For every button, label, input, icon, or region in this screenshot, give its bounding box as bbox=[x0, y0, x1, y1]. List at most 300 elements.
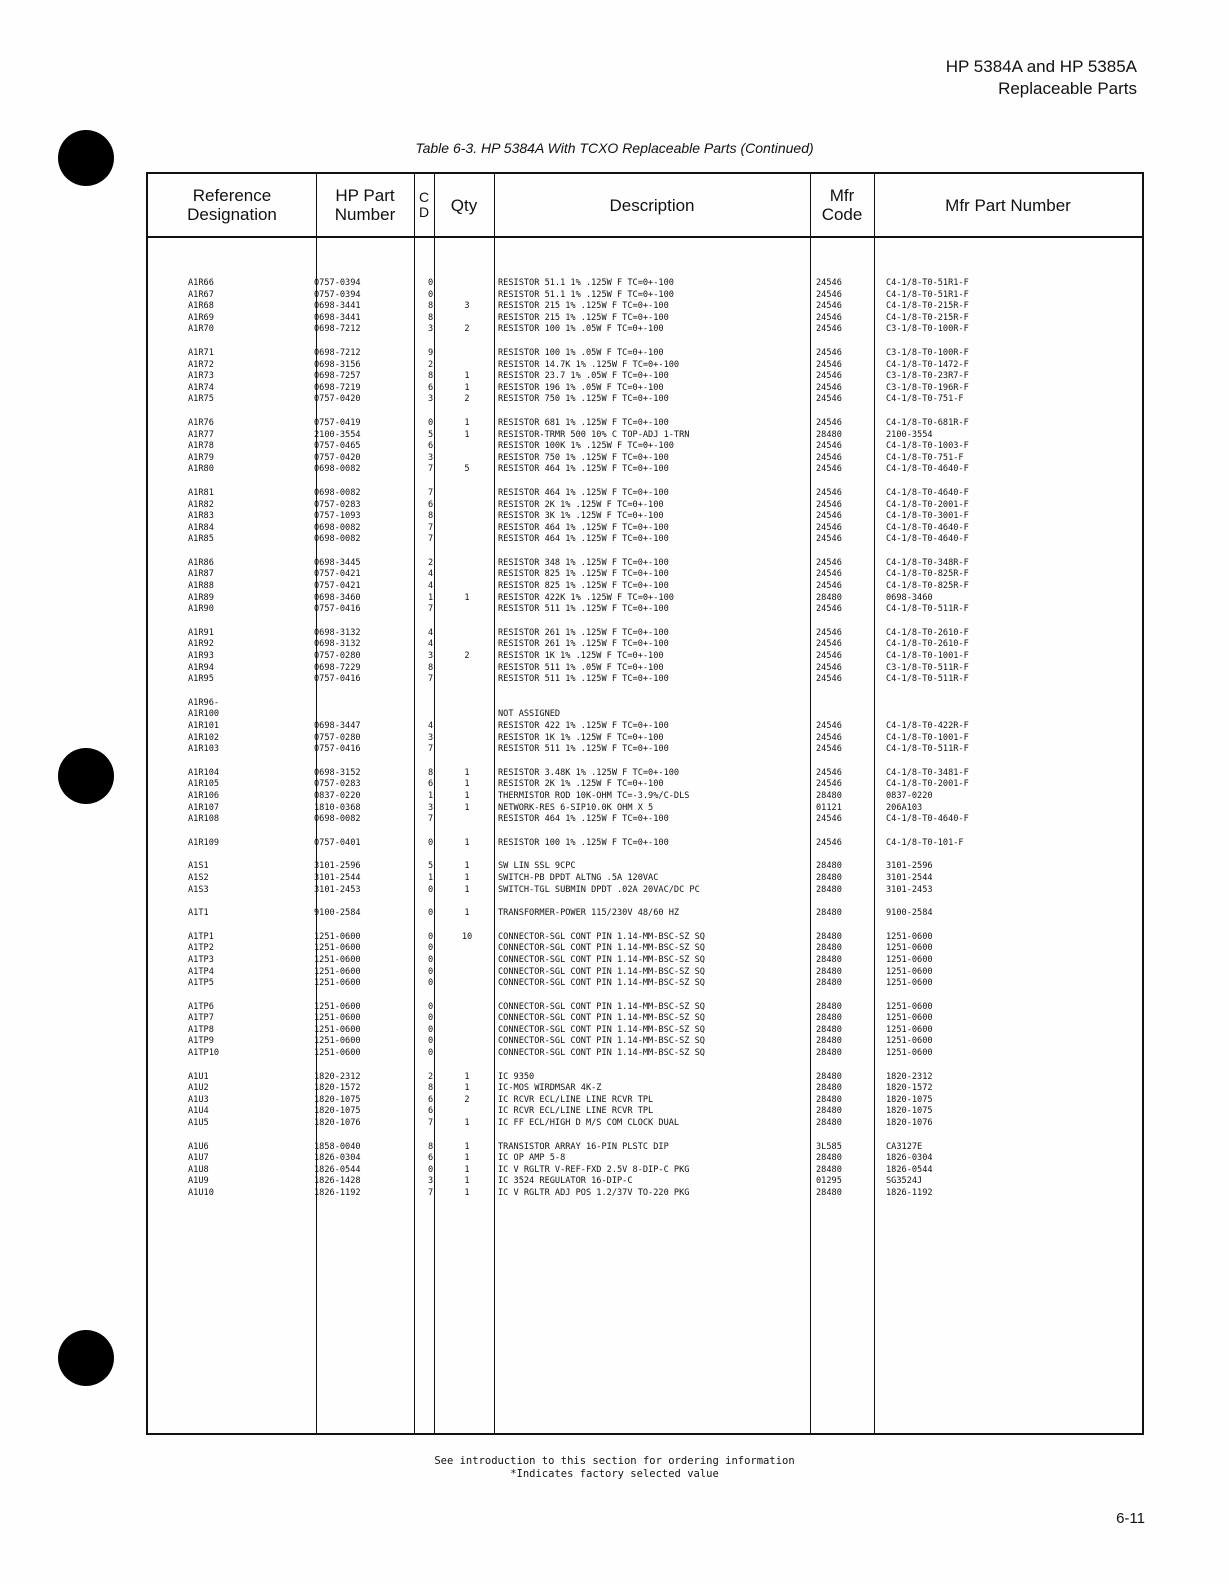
table-body bbox=[148, 278, 1142, 1212]
cell-pn: 0698-0082 bbox=[314, 534, 361, 545]
cell-cd: 2 bbox=[428, 1071, 434, 1082]
cell-mpn: 1251-0600 bbox=[886, 943, 933, 954]
cell-cd: 3 bbox=[428, 394, 434, 405]
cell-mpn: C4-1/8-T0-1001-F bbox=[886, 651, 969, 662]
cell-cd: 0 bbox=[428, 966, 434, 977]
table-row bbox=[148, 604, 1142, 616]
cell-cd: 7 bbox=[428, 744, 434, 755]
cell-pn: 0757-0280 bbox=[314, 651, 361, 662]
cell-pn: 0757-0465 bbox=[314, 441, 361, 452]
cell-cd: 5 bbox=[428, 429, 434, 440]
cell-pn: 0757-0280 bbox=[314, 732, 361, 743]
cell-mfr: 28480 bbox=[816, 1188, 842, 1198]
cell-mpn: 1820-1075 bbox=[886, 1106, 933, 1117]
cell-mpn: 1251-0600 bbox=[886, 931, 933, 942]
cell-mpn: 9100-2584 bbox=[886, 908, 933, 919]
table-row bbox=[148, 1118, 1142, 1130]
cell-desc: TRANSISTOR ARRAY 16-PIN PLSTC DIP bbox=[498, 1141, 669, 1152]
cell-cd: 4 bbox=[428, 639, 434, 650]
cell-mfr: 24546 bbox=[816, 301, 842, 312]
cell-qty: 1 bbox=[464, 908, 470, 919]
cell-desc: RESISTOR 825 1% .125W F TC=0+-100 bbox=[498, 569, 669, 580]
cell-mpn: 1820-1572 bbox=[886, 1083, 933, 1094]
cell-mfr: 24546 bbox=[816, 499, 842, 510]
cell-mfr: 24546 bbox=[816, 674, 842, 685]
table-row bbox=[148, 500, 1142, 512]
cell-desc: RESISTOR 511 1% .125W F TC=0+-100 bbox=[498, 604, 669, 615]
cell-pn: 1820-1572 bbox=[314, 1083, 361, 1094]
header-section: Replaceable Parts bbox=[998, 79, 1137, 98]
cell-mpn: 1251-0600 bbox=[886, 966, 933, 977]
cell-ref: A1R85 bbox=[188, 534, 214, 545]
row-group bbox=[148, 698, 1142, 756]
cell-pn: 0698-3152 bbox=[314, 767, 361, 778]
cell-desc: NOT ASSIGNED bbox=[498, 709, 561, 720]
cell-mpn: C4-1/8-T0-511R-F bbox=[886, 674, 969, 685]
cell-pn: 2100-3554 bbox=[314, 429, 361, 440]
cell-mpn: 206A103 bbox=[886, 802, 923, 813]
cell-pn: 0757-0416 bbox=[314, 604, 361, 615]
cell-desc: RESISTOR 2K 1% .125W F TC=0+-100 bbox=[498, 499, 664, 510]
cell-pn: 1826-1428 bbox=[314, 1176, 361, 1187]
table-row bbox=[148, 348, 1142, 360]
cell-desc: IC V RGLTR V-REF-FXD 2.5V 8-DIP-C PKG bbox=[498, 1164, 690, 1175]
cell-mpn: C4-1/8-T0-422R-F bbox=[886, 721, 969, 731]
cell-mpn: C3-1/8-T0-100R-F bbox=[886, 347, 969, 358]
cell-mfr: 24546 bbox=[816, 732, 842, 743]
cell-mfr: 24546 bbox=[816, 394, 842, 405]
cell-mpn: 1251-0600 bbox=[886, 1001, 933, 1012]
cell-desc: RESISTOR 51.1 1% .125W F TC=0+-100 bbox=[498, 278, 674, 288]
cell-mpn: C4-1/8-T0-2001-F bbox=[886, 779, 969, 790]
cell-mfr: 28480 bbox=[816, 978, 842, 989]
cell-pn: 1826-0544 bbox=[314, 1164, 361, 1175]
cell-pn: 0757-0401 bbox=[314, 837, 361, 848]
cell-mpn: 3101-2544 bbox=[886, 872, 933, 883]
cell-pn: 1826-0304 bbox=[314, 1153, 361, 1164]
cell-ref: A1R70 bbox=[188, 324, 214, 335]
cell-cd: 6 bbox=[428, 1094, 434, 1105]
table-row bbox=[148, 803, 1142, 815]
table-row bbox=[148, 1153, 1142, 1165]
cell-mpn: C4-1/8-T0-681R-F bbox=[886, 417, 969, 428]
table-row bbox=[148, 709, 1142, 721]
cell-ref: A1R68 bbox=[188, 301, 214, 312]
cell-mpn: C4-1/8-T0-511R-F bbox=[886, 604, 969, 615]
cell-pn: 1810-0368 bbox=[314, 802, 361, 813]
cell-ref: A1R91 bbox=[188, 627, 214, 638]
header-mfr-code: Mfr Code bbox=[821, 186, 863, 224]
row-group bbox=[148, 1142, 1142, 1200]
cell-mfr: 28480 bbox=[816, 943, 842, 954]
cell-cd: 6 bbox=[428, 1106, 434, 1117]
cell-ref: A1R90 bbox=[188, 604, 214, 615]
cell-desc: RESISTOR 261 1% .125W F TC=0+-100 bbox=[498, 627, 669, 638]
cell-pn: 0698-7219 bbox=[314, 382, 361, 393]
cell-cd: 4 bbox=[428, 627, 434, 638]
cell-mpn: C4-1/8-T0-751-F bbox=[886, 394, 964, 405]
cell-ref: A1U9 bbox=[188, 1176, 209, 1187]
header-hp-part-number: HP Part Number bbox=[334, 186, 396, 224]
cell-pn: 1820-2312 bbox=[314, 1071, 361, 1082]
table-row bbox=[148, 1106, 1142, 1118]
cell-cd: 4 bbox=[428, 569, 434, 580]
cell-pn: 0698-3445 bbox=[314, 557, 361, 568]
cell-pn: 0698-3460 bbox=[314, 592, 361, 603]
cell-pn: 1826-1192 bbox=[314, 1188, 361, 1198]
cell-ref: A1S1 bbox=[188, 861, 209, 872]
cell-ref: A1TP3 bbox=[188, 954, 214, 965]
cell-ref: A1R106 bbox=[188, 790, 220, 801]
cell-mfr: 24546 bbox=[816, 651, 842, 662]
cell-mpn: 1251-0600 bbox=[886, 954, 933, 965]
table-row bbox=[148, 1072, 1142, 1084]
cell-mfr: 24546 bbox=[816, 604, 842, 615]
cell-mfr: 24546 bbox=[816, 359, 842, 370]
cell-qty: 2 bbox=[464, 324, 470, 335]
cell-desc: IC RCVR ECL/LINE LINE RCVR TPL bbox=[498, 1094, 654, 1105]
cell-mfr: 24546 bbox=[816, 464, 842, 475]
cell-desc: RESISTOR 23.7 1% .05W F TC=0+-100 bbox=[498, 371, 669, 382]
cell-desc: RESISTOR 100 1% .05W F TC=0+-100 bbox=[498, 347, 664, 358]
cell-qty: 1 bbox=[464, 872, 470, 883]
cell-cd: 8 bbox=[428, 662, 434, 673]
table-row bbox=[148, 301, 1142, 313]
cell-mpn: 3101-2596 bbox=[886, 861, 933, 872]
cell-cd: 0 bbox=[428, 1013, 434, 1024]
table-row bbox=[148, 1142, 1142, 1154]
cell-desc: RESISTOR 464 1% .125W F TC=0+-100 bbox=[498, 522, 669, 533]
cell-desc: CONNECTOR-SGL CONT PIN 1.14-MM-BSC-SZ SQ bbox=[498, 954, 705, 965]
cell-cd: 6 bbox=[428, 382, 434, 393]
cell-cd: 2 bbox=[428, 557, 434, 568]
cell-mfr: 28480 bbox=[816, 1071, 842, 1082]
cell-cd: 2 bbox=[428, 359, 434, 370]
table-row bbox=[148, 488, 1142, 500]
cell-pn: 9100-2584 bbox=[314, 908, 361, 919]
cell-ref: A1R88 bbox=[188, 581, 214, 592]
footnote-ordering: See introduction to this section for ordering information bbox=[434, 1455, 795, 1467]
table-row bbox=[148, 1083, 1142, 1095]
cell-desc: RESISTOR 511 1% .125W F TC=0+-100 bbox=[498, 674, 669, 685]
cell-ref: A1U6 bbox=[188, 1141, 209, 1152]
cell-pn: 0698-0082 bbox=[314, 464, 361, 475]
cell-ref: A1TP10 bbox=[188, 1048, 220, 1059]
cell-desc: SW LIN SSL 9CPC bbox=[498, 861, 576, 872]
cell-mpn: C4-1/8-T0-4640-F bbox=[886, 814, 969, 825]
cell-mpn: 1820-1075 bbox=[886, 1094, 933, 1105]
cell-desc: RESISTOR 3K 1% .125W F TC=0+-100 bbox=[498, 511, 664, 522]
cell-desc: RESISTOR 825 1% .125W F TC=0+-100 bbox=[498, 581, 669, 592]
cell-pn: 0698-3132 bbox=[314, 639, 361, 650]
cell-cd: 1 bbox=[428, 790, 434, 801]
cell-mfr: 24546 bbox=[816, 487, 842, 498]
cell-desc: IC RCVR ECL/LINE LINE RCVR TPL bbox=[498, 1106, 654, 1117]
cell-cd: 0 bbox=[428, 1024, 434, 1035]
table-row bbox=[148, 593, 1142, 605]
cell-pn: 0698-7212 bbox=[314, 324, 361, 335]
cell-mfr: 28480 bbox=[816, 790, 842, 801]
header-description: Description bbox=[609, 195, 695, 215]
cell-ref: A1R66 bbox=[188, 278, 214, 288]
cell-mfr: 24546 bbox=[816, 417, 842, 428]
cell-mpn: C4-1/8-T0-1472-F bbox=[886, 359, 969, 370]
cell-mpn: 1251-0600 bbox=[886, 978, 933, 989]
cell-mfr: 01295 bbox=[816, 1176, 842, 1187]
cell-desc: RESISTOR 51.1 1% .125W F TC=0+-100 bbox=[498, 289, 674, 300]
cell-mpn: 3101-2453 bbox=[886, 884, 933, 895]
cell-qty: 1 bbox=[464, 767, 470, 778]
cell-pn: 3101-2544 bbox=[314, 872, 361, 883]
table-row bbox=[148, 290, 1142, 302]
cell-cd: 4 bbox=[428, 581, 434, 592]
cell-desc: IC-MOS WIRDMSAR 4K-Z bbox=[498, 1083, 602, 1094]
cell-desc: THERMISTOR ROD 10K-OHM TC=-3.9%/C-DLS bbox=[498, 790, 690, 801]
cell-desc: RESISTOR 681 1% .125W F TC=0+-100 bbox=[498, 417, 669, 428]
table-row bbox=[148, 534, 1142, 546]
table-row bbox=[148, 932, 1142, 944]
table-row bbox=[148, 674, 1142, 686]
row-group bbox=[148, 628, 1142, 686]
cell-mpn: C4-1/8-T0-4640-F bbox=[886, 487, 969, 498]
footnote-factory-selected: *Indicates factory selected value bbox=[510, 1468, 719, 1480]
table-row bbox=[148, 581, 1142, 593]
table-row bbox=[148, 721, 1142, 733]
cell-mpn: C4-1/8-T0-2610-F bbox=[886, 627, 969, 638]
cell-mfr: 24546 bbox=[816, 627, 842, 638]
cell-qty: 1 bbox=[464, 592, 470, 603]
cell-desc: CONNECTOR-SGL CONT PIN 1.14-MM-BSC-SZ SQ bbox=[498, 966, 705, 977]
table-row bbox=[148, 1013, 1142, 1025]
cell-mpn: C4-1/8-T0-215R-F bbox=[886, 312, 969, 323]
cell-ref: A1R100 bbox=[188, 709, 220, 720]
table-row bbox=[148, 371, 1142, 383]
cell-ref: A1R72 bbox=[188, 359, 214, 370]
row-group bbox=[148, 1002, 1142, 1060]
cell-mfr: 24546 bbox=[816, 639, 842, 650]
cell-ref: A1R92 bbox=[188, 639, 214, 650]
cell-ref: A1R103 bbox=[188, 744, 220, 755]
cell-desc: RESISTOR 215 1% .125W F TC=0+-100 bbox=[498, 312, 669, 323]
table-row bbox=[148, 558, 1142, 570]
table-footnote bbox=[0, 1455, 1229, 1481]
cell-ref: A1TP8 bbox=[188, 1024, 214, 1035]
cell-mfr: 24546 bbox=[816, 452, 842, 463]
cell-pn: 0698-0082 bbox=[314, 814, 361, 825]
cell-cd: 8 bbox=[428, 767, 434, 778]
cell-pn: 0757-0420 bbox=[314, 452, 361, 463]
cell-qty: 1 bbox=[464, 1164, 470, 1175]
table-row bbox=[148, 955, 1142, 967]
cell-ref: A1R105 bbox=[188, 779, 220, 790]
row-group bbox=[148, 1072, 1142, 1130]
cell-ref: A1R71 bbox=[188, 347, 214, 358]
cell-mpn: C4-1/8-T0-825R-F bbox=[886, 581, 969, 592]
header-cd: C D bbox=[418, 189, 430, 220]
table-row bbox=[148, 967, 1142, 979]
cell-desc: RESISTOR-TRMR 500 10% C TOP-ADJ 1-TRN bbox=[498, 429, 690, 440]
cell-cd: 7 bbox=[428, 522, 434, 533]
cell-ref: A1R81 bbox=[188, 487, 214, 498]
cell-mfr: 24546 bbox=[816, 744, 842, 755]
table-row bbox=[148, 779, 1142, 791]
cell-ref: A1U1 bbox=[188, 1071, 209, 1082]
cell-mpn: C4-1/8-T0-511R-F bbox=[886, 744, 969, 755]
cell-mfr: 28480 bbox=[816, 1001, 842, 1012]
cell-ref: A1R75 bbox=[188, 394, 214, 405]
table-row bbox=[148, 791, 1142, 803]
cell-pn: 0698-3441 bbox=[314, 301, 361, 312]
cell-cd: 7 bbox=[428, 604, 434, 615]
cell-pn: 1858-0040 bbox=[314, 1141, 361, 1152]
cell-desc: NETWORK-RES 6-SIP10.0K OHM X 5 bbox=[498, 802, 654, 813]
cell-pn: 0698-3441 bbox=[314, 312, 361, 323]
cell-ref: A1R89 bbox=[188, 592, 214, 603]
table-row bbox=[148, 639, 1142, 651]
cell-pn: 0757-0421 bbox=[314, 569, 361, 580]
cell-ref: A1S3 bbox=[188, 884, 209, 895]
cell-desc: RESISTOR 1K 1% .125W F TC=0+-100 bbox=[498, 732, 664, 743]
cell-ref: A1R96- bbox=[188, 697, 220, 708]
cell-mpn: C4-1/8-T0-3001-F bbox=[886, 511, 969, 522]
cell-mfr: 28480 bbox=[816, 1083, 842, 1094]
row-group bbox=[148, 768, 1142, 826]
cell-ref: A1R95 bbox=[188, 674, 214, 685]
cell-desc: IC V RGLTR ADJ POS 1.2/37V TO-220 PKG bbox=[498, 1188, 690, 1198]
cell-mfr: 24546 bbox=[816, 382, 842, 393]
cell-mfr: 28480 bbox=[816, 861, 842, 872]
cell-desc: RESISTOR 464 1% .125W F TC=0+-100 bbox=[498, 534, 669, 545]
cell-pn: 1251-0600 bbox=[314, 954, 361, 965]
cell-qty: 1 bbox=[464, 382, 470, 393]
cell-mfr: 28480 bbox=[816, 1164, 842, 1175]
table-row bbox=[148, 430, 1142, 442]
cell-cd: 6 bbox=[428, 779, 434, 790]
table-row bbox=[148, 873, 1142, 885]
cell-ref: A1R104 bbox=[188, 767, 220, 778]
cell-mfr: 3L585 bbox=[816, 1141, 842, 1152]
cell-mfr: 28480 bbox=[816, 592, 842, 603]
parts-table bbox=[146, 172, 1144, 1435]
table-row bbox=[148, 651, 1142, 663]
cell-mfr: 28480 bbox=[816, 931, 842, 942]
cell-desc: RESISTOR 3.48K 1% .125W F TC=0+-100 bbox=[498, 767, 680, 778]
cell-pn: 0698-3156 bbox=[314, 359, 361, 370]
table-row bbox=[148, 441, 1142, 453]
table-row bbox=[148, 698, 1142, 710]
cell-pn: 1251-0600 bbox=[314, 1013, 361, 1024]
cell-qty: 2 bbox=[464, 1094, 470, 1105]
row-group bbox=[148, 558, 1142, 616]
cell-mpn: 1251-0600 bbox=[886, 1036, 933, 1047]
cell-mpn: C4-1/8-T0-4640-F bbox=[886, 464, 969, 475]
cell-desc: CONNECTOR-SGL CONT PIN 1.14-MM-BSC-SZ SQ bbox=[498, 1048, 705, 1059]
cell-ref: A1R83 bbox=[188, 511, 214, 522]
cell-desc: RESISTOR 464 1% .125W F TC=0+-100 bbox=[498, 464, 669, 475]
cell-desc: CONNECTOR-SGL CONT PIN 1.14-MM-BSC-SZ SQ bbox=[498, 1001, 705, 1012]
cell-mpn: C4-1/8-T0-3481-F bbox=[886, 767, 969, 778]
cell-qty: 2 bbox=[464, 394, 470, 405]
cell-ref: A1R108 bbox=[188, 814, 220, 825]
cell-cd: 1 bbox=[428, 872, 434, 883]
cell-mfr: 28480 bbox=[816, 1036, 842, 1047]
cell-pn: 0698-7229 bbox=[314, 662, 361, 673]
table-row bbox=[148, 394, 1142, 406]
cell-pn: 0698-0082 bbox=[314, 522, 361, 533]
cell-ref: A1R86 bbox=[188, 557, 214, 568]
cell-pn: 0698-3447 bbox=[314, 721, 361, 731]
cell-desc: IC OP AMP 5-8 bbox=[498, 1153, 566, 1164]
cell-cd: 6 bbox=[428, 441, 434, 452]
cell-cd: 1 bbox=[428, 592, 434, 603]
cell-mpn: C4-1/8-T0-2610-F bbox=[886, 639, 969, 650]
cell-desc: SWITCH-TGL SUBMIN DPDT .02A 20VAC/DC PC bbox=[498, 884, 700, 895]
cell-desc: RESISTOR 14.7K 1% .125W F TC=0+-100 bbox=[498, 359, 680, 370]
cell-ref: A1R87 bbox=[188, 569, 214, 580]
cell-qty: 1 bbox=[464, 429, 470, 440]
cell-mpn: C4-1/8-T0-51R1-F bbox=[886, 289, 969, 300]
cell-cd: 5 bbox=[428, 861, 434, 872]
cell-cd: 7 bbox=[428, 464, 434, 475]
cell-pn: 0757-0394 bbox=[314, 278, 361, 288]
header-mfr-part-number: Mfr Part Number bbox=[945, 195, 1071, 215]
cell-cd: 7 bbox=[428, 1188, 434, 1198]
cell-pn: 0757-0416 bbox=[314, 744, 361, 755]
cell-cd: 3 bbox=[428, 802, 434, 813]
cell-ref: A1R78 bbox=[188, 441, 214, 452]
cell-desc: TRANSFORMER-POWER 115/230V 48/60 HZ bbox=[498, 908, 680, 919]
cell-mfr: 28480 bbox=[816, 872, 842, 883]
cell-pn: 0757-0419 bbox=[314, 417, 361, 428]
cell-mfr: 24546 bbox=[816, 289, 842, 300]
cell-cd: 7 bbox=[428, 1118, 434, 1129]
table-row bbox=[148, 278, 1142, 290]
table-row bbox=[148, 663, 1142, 675]
cell-desc: RESISTOR 100K 1% .125W F TC=0+-100 bbox=[498, 441, 674, 452]
cell-mfr: 24546 bbox=[816, 347, 842, 358]
table-row bbox=[148, 523, 1142, 535]
cell-ref: A1TP5 bbox=[188, 978, 214, 989]
cell-mpn: C4-1/8-T0-51R1-F bbox=[886, 278, 969, 288]
cell-desc: RESISTOR 511 1% .05W F TC=0+-100 bbox=[498, 662, 664, 673]
table-caption: Table 6-3. HP 5384A With TCXO Replaceable Parts (Continued) bbox=[415, 140, 814, 156]
cell-ref: A1R84 bbox=[188, 522, 214, 533]
cell-pn: 1251-0600 bbox=[314, 1036, 361, 1047]
cell-desc: CONNECTOR-SGL CONT PIN 1.14-MM-BSC-SZ SQ bbox=[498, 1024, 705, 1035]
cell-desc: RESISTOR 100 1% .125W F TC=0+-100 bbox=[498, 837, 669, 848]
cell-mfr: 24546 bbox=[816, 278, 842, 288]
cell-cd: 0 bbox=[428, 954, 434, 965]
cell-pn: 1251-0600 bbox=[314, 966, 361, 977]
cell-mfr: 24546 bbox=[816, 441, 842, 452]
row-group bbox=[148, 278, 1142, 336]
cell-desc: RESISTOR 511 1% .125W F TC=0+-100 bbox=[498, 744, 669, 755]
cell-ref: A1TP2 bbox=[188, 943, 214, 954]
cell-ref: A1R69 bbox=[188, 312, 214, 323]
cell-qty: 1 bbox=[464, 1176, 470, 1187]
row-group bbox=[148, 838, 1142, 850]
cell-qty: 1 bbox=[464, 837, 470, 848]
table-row bbox=[148, 1048, 1142, 1060]
cell-mpn: 1820-2312 bbox=[886, 1071, 933, 1082]
cell-mpn: C4-1/8-T0-4640-F bbox=[886, 534, 969, 545]
table-row bbox=[148, 569, 1142, 581]
table-row bbox=[148, 313, 1142, 325]
table-row bbox=[148, 1025, 1142, 1037]
row-group bbox=[148, 418, 1142, 476]
cell-qty: 1 bbox=[464, 1141, 470, 1152]
table-row bbox=[148, 1002, 1142, 1014]
